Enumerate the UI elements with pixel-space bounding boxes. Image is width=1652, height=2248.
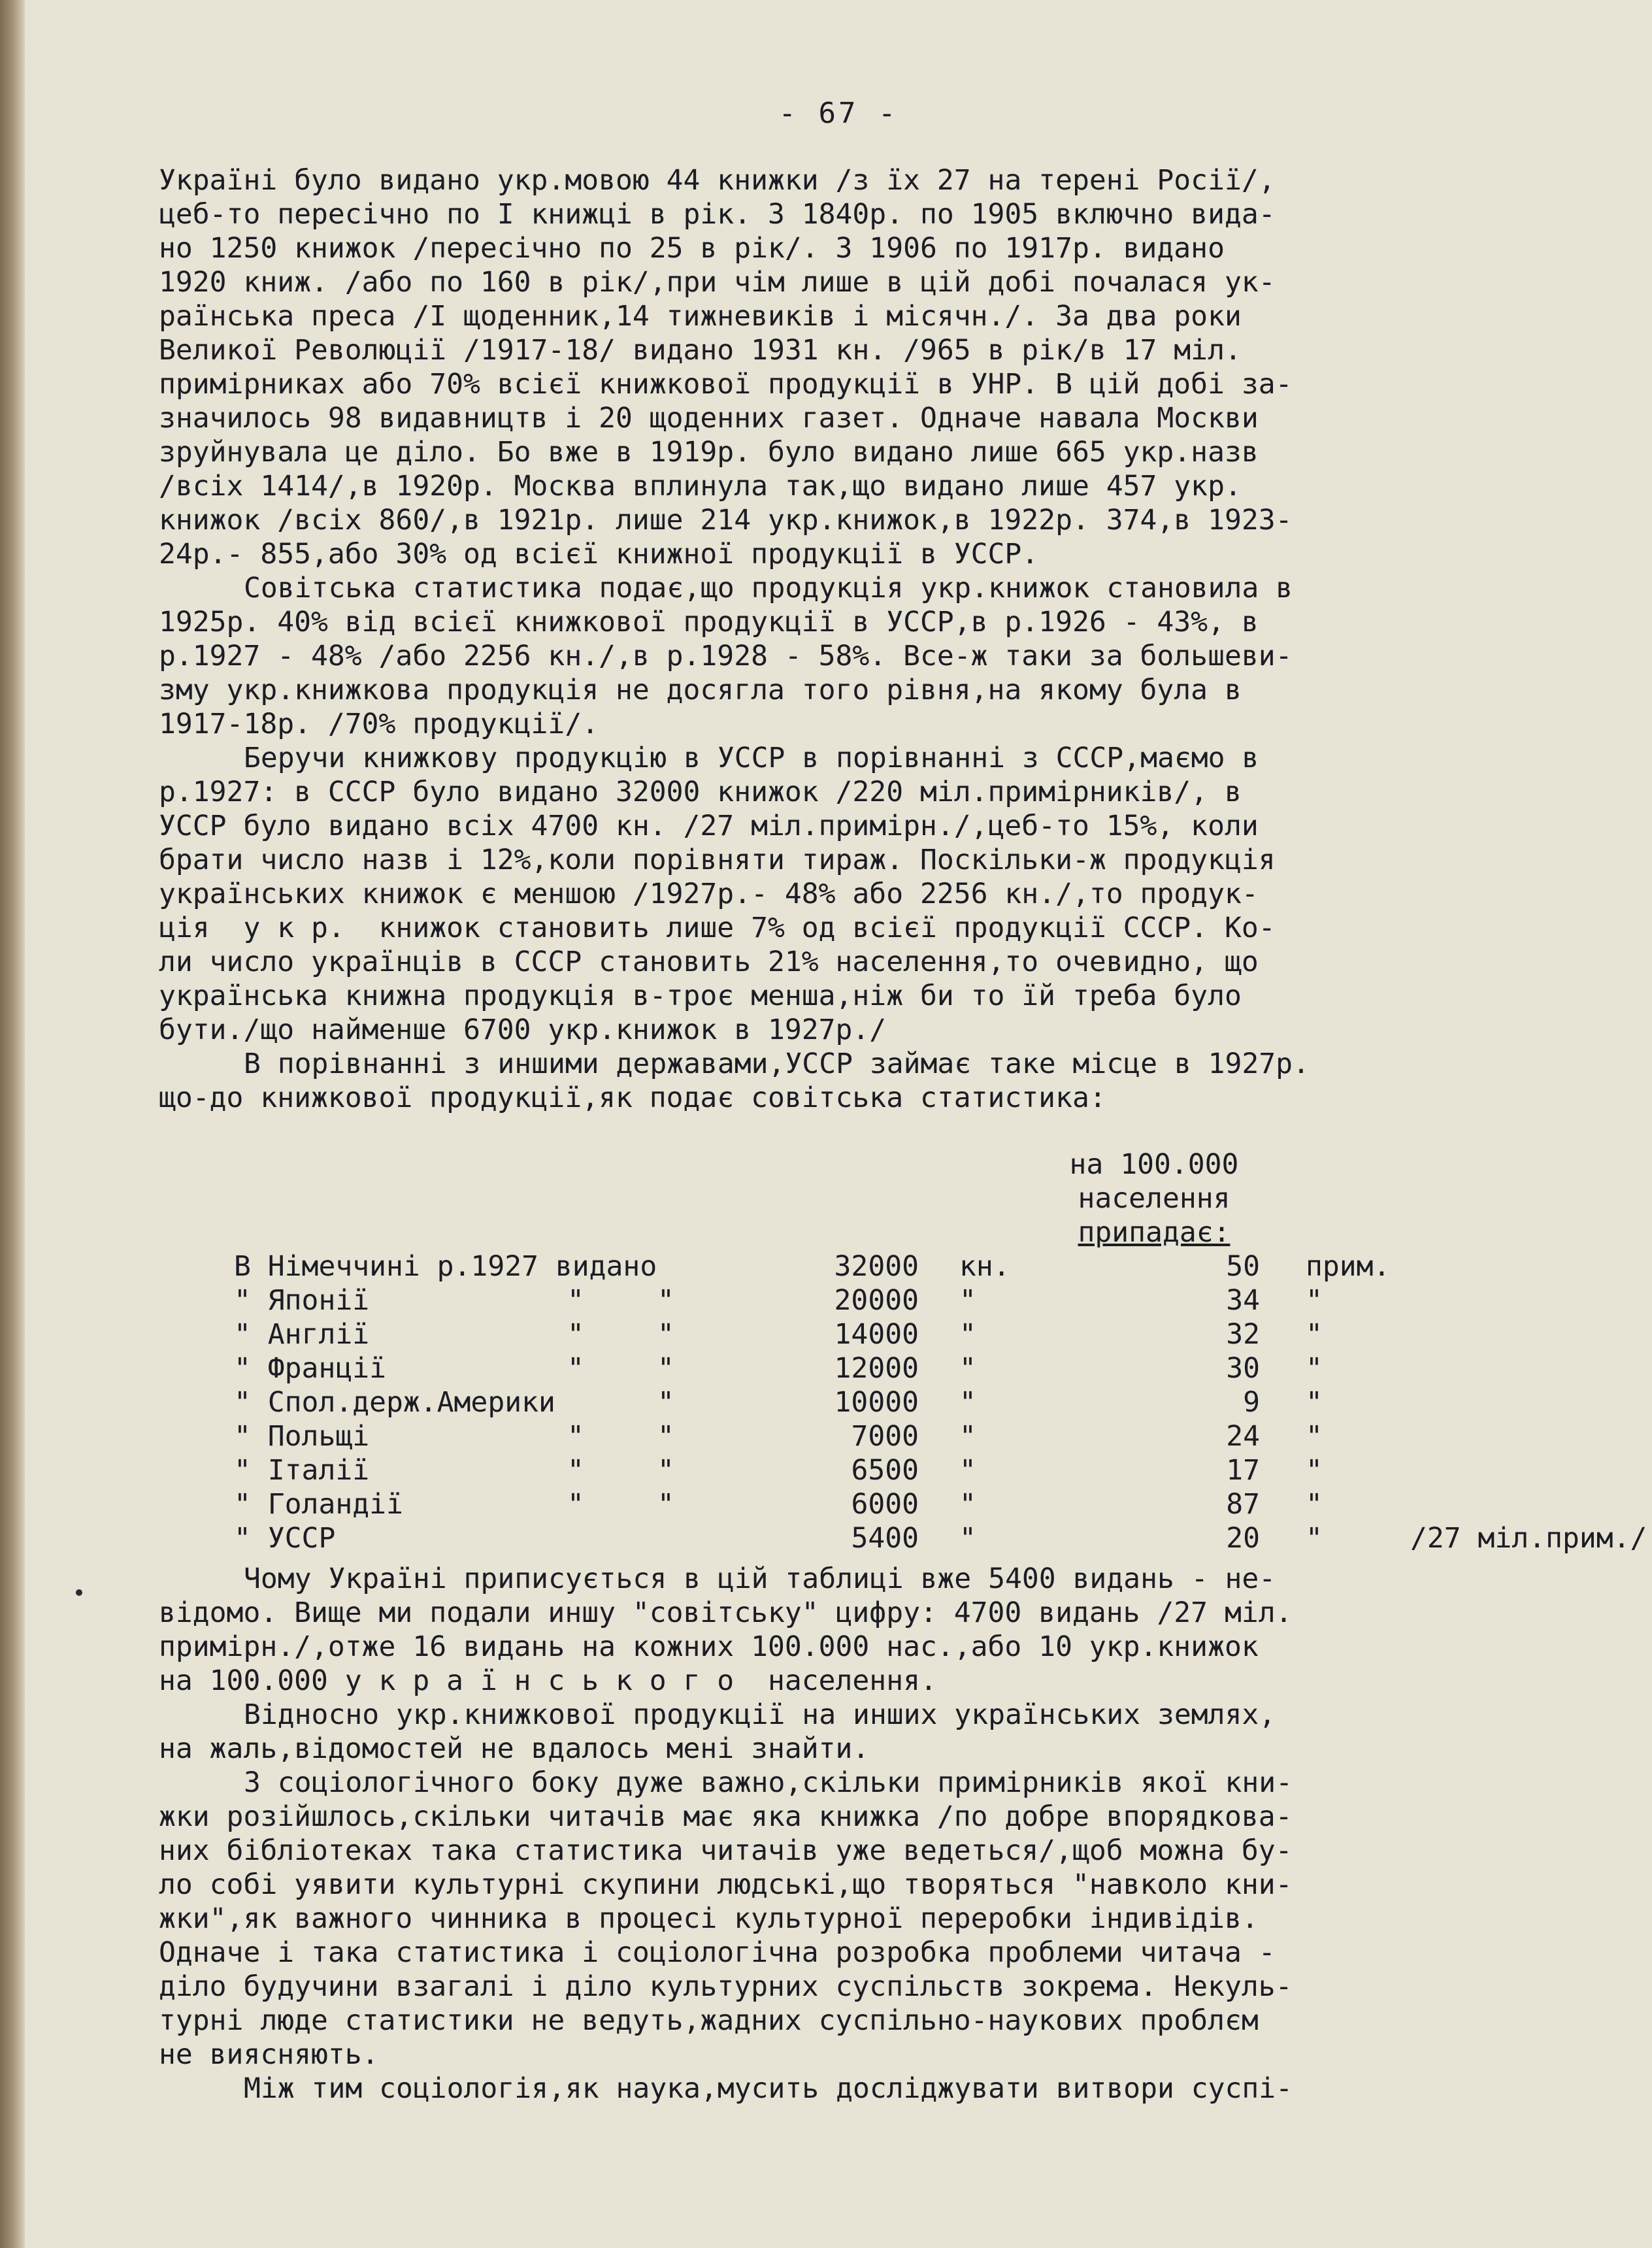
text-line: примірн./,отже 16 видань на кожних 100.000 нас.,або 10 укр.книжок [159,1630,1259,1663]
books-count: 5400 [851,1522,919,1555]
country-cell: В Німеччині р.1927 видано [234,1250,657,1283]
text-line: турні люде статистики не ведуть,жадних суспільно-наукових проблєм [159,2004,1259,2037]
books-count: 32000 [834,1250,919,1283]
unit-cell: " [1306,1318,1323,1351]
text-line: зму укр.книжкова продукція не досягла того рівня,на якому була в [159,674,1242,706]
body-text-continued [159,1562,1538,2106]
per-100000-value: 34 [1226,1284,1260,1317]
per-100000-value: 50 [1226,1250,1260,1283]
text-line: на жаль,відомостей не вдалось мені знайти. [159,1732,870,1765]
country-cell: " УССР [234,1522,336,1555]
body-text [159,163,1538,1115]
text-line: 24р.- 855,або 30% од всієї книжної продукції в УССР. [159,538,1039,570]
text-line: примірниках або 70% всієї книжкової продукції в УНР. В цій добі за- [159,368,1293,401]
row-note: /27 міл.прим./ [1410,1522,1647,1555]
text-line: українських книжок є меншою /1927р.- 48% або 2256 кн./,то продук- [159,878,1259,910]
text-line: раїнська преса /I щоденник,14 тижневиків і місячн./. За два роки [159,300,1242,333]
table-header-line: на 100.000 [1069,1148,1239,1181]
unit-cell: " [1306,1522,1323,1555]
unit-cell: " [959,1386,976,1419]
text-line: жки розійшлось,скільки читачів має яка книжка /по добре впорядкова- [159,1800,1293,1833]
ditto-mark: " [567,1488,584,1521]
text-line: бути./що найменше 6700 укр.книжок в 1927р./ [159,1014,887,1046]
country-cell: " Італії [234,1454,370,1487]
ditto-mark: " [657,1386,674,1419]
unit-cell: " [959,1522,976,1555]
country-cell: " Японії [234,1284,370,1317]
text-line: но 1250 книжок /пересічно по 25 в рік/. З 1906 по 1917р. видано [159,232,1225,265]
ditto-mark: " [567,1284,584,1317]
text-line: 1917-18р. /70% продукції/. [159,708,599,740]
text-line: брати число назв і 12%,коли порівняти тираж. Поскільки-ж продукція [159,844,1276,876]
ditto-mark: " [567,1352,584,1385]
unit-cell: " [1306,1386,1323,1419]
country-cell: " Польщі [234,1420,370,1453]
text-line: книжок /всіх 860/,в 1921р. лише 214 укр.книжок,в 1922р. 374,в 1923- [159,504,1293,537]
text-line: жки",як важного чинника в процесі культурної переробки індивідів. [159,1902,1259,1935]
ditto-mark: " [657,1284,674,1317]
document-page [25,0,1652,2248]
text-line: В порівнанні з иншими державами,УССР займає таке місце в 1927р. [244,1048,1310,1080]
table-row [234,1351,1541,1385]
table-header-line: населення [1078,1182,1231,1215]
page-number: - 67 - [778,97,899,130]
ditto-mark: " [657,1352,674,1385]
text-line: р.1927 - 48% /або 2256 кн./,в р.1928 - 58%. Все-ж таки за большеви- [159,640,1293,672]
table-row [234,1249,1541,1283]
ditto-mark: " [657,1318,674,1351]
books-count: 10000 [834,1386,919,1419]
per-100000-value: 24 [1226,1420,1260,1453]
text-line: не виясняють. [159,2038,379,2071]
table-row [234,1521,1647,1555]
text-line: Відносно укр.книжкової продукції на инших українських землях, [244,1698,1276,1731]
ditto-mark: " [567,1454,584,1487]
text-line: р.1927: в СССР було видано 32000 книжок /220 міл.примірників/, в [159,776,1242,808]
text-line: /всіх 1414/,в 1920р. Москва вплинула так,що видано лише 457 укр. [159,470,1242,503]
table-row [234,1419,1541,1453]
text-line: них бібліотеках така статистика читачів уже ведеться/,щоб можна бу- [159,1834,1293,1867]
per-100000-value: 20 [1226,1522,1260,1555]
text-line: Беручи книжкову продукцію в УССР в порівнанні з СССР,маємо в [244,742,1259,774]
unit-cell: " [959,1454,976,1487]
text-line: українська книжна продукція в-троє менша,ніж би то їй треба було [159,980,1242,1012]
unit-cell: " [959,1284,976,1317]
text-line: що-до книжкової продукції,як подає совітська статистика: [159,1082,1106,1114]
text-line: Совітська статистика подає,що продукція укр.книжок становила в [244,572,1293,604]
table-header [1049,1148,1259,1249]
unit-cell: " [1306,1352,1323,1385]
text-line: Одначе і така статистика і соціологічна розробка проблеми читача - [159,1936,1276,1969]
unit-cell: кн. [959,1250,1010,1283]
per-100000-value: 9 [1243,1386,1260,1419]
ink-mark [76,1589,82,1596]
table-row [234,1487,1541,1521]
table-row [234,1453,1541,1487]
table-row [234,1283,1541,1317]
text-line: Великої Революції /1917-18/ видано 1931 кн. /965 в рік/в 17 міл. [159,334,1242,367]
text-line: ція у к р. книжок становить лише 7% од всієї продукції СССР. Ко- [159,912,1276,944]
country-cell: " Франції [234,1352,386,1385]
text-line: зруйнувала це діло. Бо вже в 1919р. було видано лише 665 укр.назв [159,436,1259,469]
books-count: 20000 [834,1284,919,1317]
text-line: відомо. Вище ми подали иншу "совітську" цифру: 4700 видань /27 міл. [159,1596,1293,1629]
text-line: Україні було видано укр.мовою 44 книжки /з їх 27 на терені Росії/, [159,164,1276,197]
per-100000-value: 32 [1226,1318,1260,1351]
per-100000-value: 17 [1226,1454,1260,1487]
unit-cell: " [1306,1420,1323,1453]
ditto-mark: " [657,1454,674,1487]
ditto-mark: " [567,1420,584,1453]
text-line: 1920 книж. /або по 160 в рік/,при чім лише в цій добі почалася ук- [159,266,1276,299]
text-line: на 100.000 у к р а ї н с ь к о г о населення. [159,1664,937,1697]
country-cell: " Англії [234,1318,370,1351]
unit-cell: " [959,1488,976,1521]
books-count: 6500 [851,1454,919,1487]
per-100000-value: 30 [1226,1352,1260,1385]
table-row [234,1385,1541,1419]
country-cell: " Голандії [234,1488,403,1521]
unit-cell: " [959,1420,976,1453]
unit-cell: " [959,1352,976,1385]
page-gutter [0,0,25,2248]
text-line: ли число українців в СССР становить 21% населення,то очевидно, що [159,946,1259,978]
text-line: значилось 98 видавництв і 20 щоденних газет. Одначе навала Москви [159,402,1259,435]
ditto-mark: " [657,1488,674,1521]
books-count: 6000 [851,1488,919,1521]
unit-cell: " [1306,1284,1323,1317]
text-line: З соціологічного боку дуже важно,скільки примірників якої кни- [244,1766,1293,1799]
books-count: 7000 [851,1420,919,1453]
table-row [234,1317,1541,1351]
country-cell: " Спол.держ.Америки [234,1386,555,1419]
text-line: цеб-то пересічно по I книжці в рік. З 1840р. по 1905 включно вида- [159,198,1276,231]
text-line: УССР було видано всіх 4700 кн. /27 міл.примірн./,цеб-то 15%, коли [159,810,1259,842]
ditto-mark: " [657,1420,674,1453]
per-100000-value: 87 [1226,1488,1260,1521]
unit-cell: " [1306,1488,1323,1521]
books-count: 14000 [834,1318,919,1351]
unit-cell: " [959,1318,976,1351]
text-line: ло собі уявити культурні скупини людські,що творяться "навколо кни- [159,1868,1293,1901]
text-line: Між тим соціологія,як наука,мусить досліджувати витвори суспі- [244,2072,1293,2105]
books-count: 12000 [834,1352,919,1385]
text-line: діло будучини взагалі і діло культурних суспільств зокрема. Некуль- [159,1970,1293,2003]
text-line: Чому Україні приписується в цій таблиці вже 5400 видань - не- [244,1562,1276,1595]
text-line: 1925р. 40% від всієї книжкової продукції в УССР,в р.1926 - 43%, в [159,606,1259,638]
unit-cell: " [1306,1454,1323,1487]
table-header-line: припадає: [1078,1216,1231,1249]
ditto-mark: " [567,1318,584,1351]
unit-cell: прим. [1306,1250,1391,1283]
